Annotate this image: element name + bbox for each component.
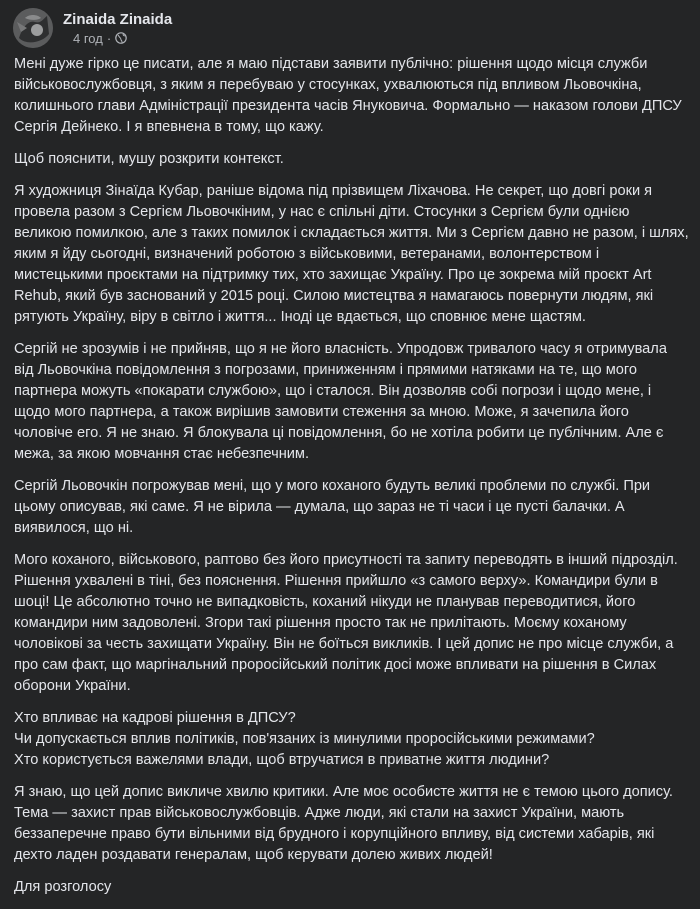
- post-paragraph-1: Мені дуже гірко це писати, але я маю підстави заявити публічно: рішення щодо місця служби військовослужбовця, з яким я перебуваю у стосунках, ухвалюються під впливом Льовочкіна, колишнього глави Адміністрації президента часів Януковича. Формально — наказом голови ДПСУ Сергія Дейнеко. І я впевнена в тому, що кажу.: [14, 56, 682, 135]
- post-header: [13, 8, 172, 48]
- post-body: [14, 54, 690, 909]
- avatar[interactable]: [13, 8, 53, 48]
- separator-dot: ·: [106, 30, 112, 46]
- post-paragraph-6: Мого коханого, військового, раптово без його присутності та запиту переводять в інший підрозділ. Рішення ухвалені в тіні, без пояснення. Рішення прийшло «з самого верху». Командири були в шоці! Це абсолютно точно не випадковість, коханий нікуди не планував переводитися, його командири ним задоволені. Згори такі рішення просто так не прилітають. Моєму коханому чоловікові за честь захищати Україну. Він не боїться викликів. І цей допис не про місце служби, а про сам факт, що маргінальний проросійський політик досі може впливати на рішення в Силах оборони України.: [14, 552, 678, 694]
- post-paragraph-9: Для розголосу: [14, 879, 112, 895]
- post-time[interactable]: 4 год: [73, 30, 103, 46]
- post-paragraph-8: Я знаю, що цей допис викличе хвилю критики. Але моє особисте життя не є темою цього допису. Тема — захист прав військовослужбовців. Адже люди, які стали на захист України, мають беззаперечне право бути вільними від брудного і корупційного впливу, від системи хабарів, які дехто ладен роздавати генералам, щоб керувати долею живих людей!: [14, 784, 673, 863]
- post-meta: [63, 10, 172, 47]
- globe-icon[interactable]: [115, 32, 127, 44]
- post-paragraph-4: Сергій не зрозумів і не прийняв, що я не його власність. Упродовж тривалого часу я отримувала від Льовочкіна повідомлення з погрозами, приниженням і прямими натяками на те, що мого партнера можуть «покарати службою», що і сталося. Він дозволяв собі погрози і щодо мене, і щодо мого партнера, а також вирішив замовити стеження за мною. Може, я зачепила його чоловіче его. Я не знаю. Я блокувала ці повідомлення, бо не хотіла робити це публічним. Але є межа, за якою мовчання стає небезпечним.: [14, 341, 667, 462]
- author-name[interactable]: Zinaida Zinaida: [63, 10, 173, 28]
- post-paragraph-3: Я художниця Зінаїда Кубар, раніше відома під прізвищем Ліхачова. Не секрет, що довгі роки я провела разом з Сергієм Льовочкіним, у нас є спільні діти. Стосунки з Сергієм були однією великою помилкою, але з таких помилок і складається життя. Ми з Сергієм давно не разом, і шлях, яким я йду сьогодні, визначений роботою з військовими, ветеранами, волонтерством і мистецькими проєктами на підтримку тих, хто захищає Україну. Про це зокрема мій проєкт Art Rehub, який був заснований у 2015 році. Силою мистецтва я намагаюсь повернути людям, які рятують Україну, віру в світло і життя... Іноді це вдається, що сповнює мене щастям.: [14, 183, 689, 325]
- post-paragraph-2: Щоб пояснити, мушу розкрити контекст.: [14, 151, 284, 167]
- post-paragraph-questions: Хто впливає на кадрові рішення в ДПСУ? Чи допускається вплив політиків, пов'язаних із минулими проросійськими режимами? Хто користується важелями влади, щоб втручатися в приватне життя людини?: [14, 710, 595, 768]
- post-subline: [63, 30, 172, 47]
- avatar-photo: [13, 8, 53, 48]
- post-paragraph-5: Сергій Льовочкін погрожував мені, що у мого коханого будуть великі проблеми по службі. При цьому описував, які саме. Я не вірила — думала, що зараз не ті часи і це пусті балачки. А виявилося, що ні.: [14, 478, 651, 536]
